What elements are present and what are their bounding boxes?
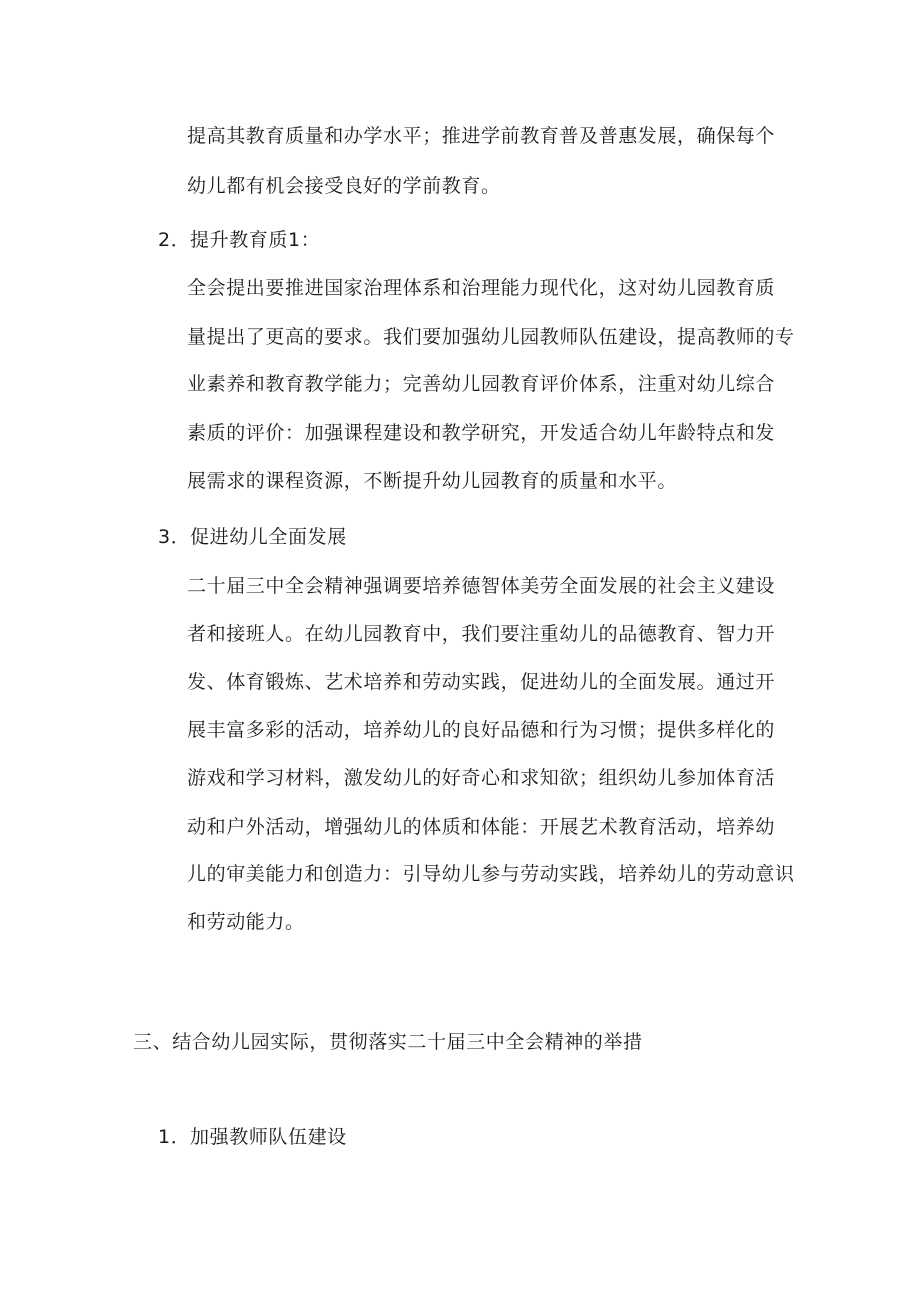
item-3-line-4: 展丰富多彩的活动，培养幼儿的良好品德和行为习惯；提供多样化的 bbox=[187, 719, 776, 741]
item-2-number: 2． bbox=[158, 229, 191, 251]
item-3-title: 促进幼儿全面发展 bbox=[190, 526, 347, 548]
item-3-line-3: 发、体育锻炼、艺术培养和劳动实践，促进幼儿的全面发展。通过开 bbox=[187, 671, 776, 693]
item-3-line-7: 儿的审美能力和创造力：引导幼儿参与劳动实践，培养幼儿的劳动意识 bbox=[187, 863, 795, 885]
item-2-heading bbox=[158, 228, 320, 252]
item-2-line-1: 全会提出要推进国家治理体系和治理能力现代化，这对幼儿园教育质 bbox=[187, 277, 776, 299]
item-3-line-6: 动和户外活动，增强幼儿的体质和体能：开展艺术教育活动，培养幼 bbox=[187, 816, 776, 838]
item-1-title: 加强教师队伍建设 bbox=[190, 1126, 347, 1148]
item-3-line-8: 和劳动能力。 bbox=[187, 911, 305, 933]
item-3-number: 3． bbox=[158, 526, 191, 548]
item-3-line-1: 二十届三中全会精神强调要培养德智体美劳全面发展的社会主义建设 bbox=[187, 575, 776, 597]
intro-line-2: 幼儿都有机会接受良好的学前教育。 bbox=[187, 175, 501, 197]
item-2-line-4: 素质的评价：加强课程建设和教学研究，开发适合幼儿年龄特点和发 bbox=[187, 422, 776, 444]
item-2-line-5: 展需求的课程资源，不断提升幼儿园教育的质量和水平。 bbox=[187, 470, 678, 492]
item-3-heading bbox=[158, 525, 347, 549]
item-1-heading bbox=[158, 1125, 347, 1149]
item-2-line-2: 量提出了更高的要求。我们要加强幼儿园教师队伍建设，提高教师的专 bbox=[187, 326, 795, 348]
item-3-line-2: 者和接班人。在幼儿园教育中，我们要注重幼儿的品德教育、智力开 bbox=[187, 623, 776, 645]
item-1-number: 1． bbox=[158, 1126, 191, 1148]
item-3-line-5: 游戏和学习材料，激发幼儿的好奇心和求知欲；组织幼儿参加体育活 bbox=[187, 767, 776, 789]
section-3-heading: 三、结合幼儿园实际，贯彻落实二十届三中全会精神的举措 bbox=[133, 1031, 643, 1053]
item-2-line-3: 业素养和教育教学能力；完善幼儿园教育评价体系，注重对幼儿综合 bbox=[187, 373, 776, 395]
item-2-title: 提升教育质1： bbox=[190, 229, 321, 251]
intro-line-1: 提高其教育质量和办学水平；推进学前教育普及普惠发展，确保每个 bbox=[187, 125, 776, 147]
